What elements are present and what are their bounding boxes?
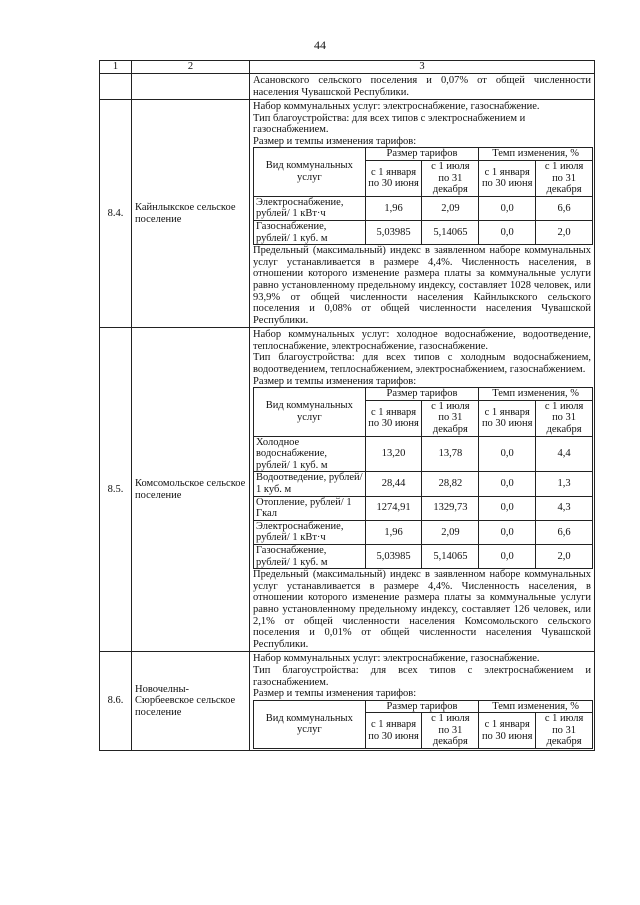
limit-index-text: Предельный (максимальный) индекс в заявленном наборе коммунальных услуг устанавливается в размере 4,4%. Численность населения, в отношении которого изменение размера платы за коммунальные услуги равно установленному предельному индексу, составляет 1028 человек, или 93,9% от общей численности населения Кайнлыкского сельского поселения и 0,08% от общей численности населения Чувашской Республики.	[253, 245, 591, 326]
period-jan: с 1 января по 30 июня	[479, 713, 536, 749]
tariff-subtable	[253, 147, 593, 245]
period-jan: с 1 января по 30 июня	[365, 160, 422, 196]
subtable-rate-header: Темп изменения, %	[479, 388, 593, 401]
tariff-row: Холодное водоснабжение, рублей/ 1 куб. м 13,20 13,78 0,0 4,4	[254, 436, 593, 472]
period-jan: с 1 января по 30 июня	[365, 713, 422, 749]
settlement-name: Новочелны-Сюрбеевское сельское поселение	[132, 652, 250, 751]
settlement-name: Комсомольское сельское поселение	[132, 328, 250, 652]
row-number: 8.4.	[100, 100, 132, 328]
services-line: Набор коммунальных услуг: электроснабжение, газоснабжение.	[253, 653, 540, 665]
intro-text: Асановского сельского поселения и 0,07% от общей численности населения Чувашской Республики.	[250, 74, 595, 100]
period-jul: с 1 июля по 31 декабря	[536, 400, 593, 436]
subtable-vid-header: Вид коммунальных услуг	[254, 700, 366, 748]
tariffs-caption: Размер и темпы изменения тарифов:	[253, 135, 417, 147]
tariff-table	[99, 60, 595, 751]
period-jul: с 1 июля по 31 декабря	[422, 160, 479, 196]
header-col-2: 2	[132, 61, 250, 74]
improvement-line: Тип благоустройства: для всех типов с электроснабжением и газоснабжением.	[253, 664, 591, 688]
tariff-row: Электроснабжение, рублей/ 1 кВт·ч 1,96 2,09 0,0 6,6	[254, 196, 593, 220]
period-jan: с 1 января по 30 июня	[479, 400, 536, 436]
period-jan: с 1 января по 30 июня	[365, 400, 422, 436]
tariff-row: Водоотведение, рублей/ 1 куб. м 28,44 28,82 0,0 1,3	[254, 472, 593, 496]
subtable-size-header: Размер тарифов	[365, 148, 479, 161]
header-col-3: 3	[250, 61, 595, 74]
table-header-row	[100, 61, 595, 74]
tariffs-caption: Размер и темпы изменения тарифов:	[253, 688, 417, 700]
services-line: Набор коммунальных услуг: электроснабжение, газоснабжение.	[253, 101, 540, 112]
table-row-intro	[100, 74, 595, 100]
table-row	[100, 328, 595, 652]
row-number: 8.5.	[100, 328, 132, 652]
subtable-rate-header: Темп изменения, %	[479, 148, 593, 161]
settlement-name: Кайнлыкское сельское поселение	[132, 100, 250, 328]
subtable-vid-header: Вид коммунальных услуг	[254, 388, 366, 436]
period-jan: с 1 января по 30 июня	[479, 160, 536, 196]
period-jul: с 1 июля по 31 декабря	[422, 400, 479, 436]
subtable-size-header: Размер тарифов	[365, 700, 479, 713]
tariff-row: Электроснабжение, рублей/ 1 кВт·ч 1,96 2,09 0,0 6,6	[254, 520, 593, 544]
tariff-row: Газоснабжение, рублей/ 1 куб. м 5,03985 5,14065 0,0 2,0	[254, 220, 593, 244]
tariff-row: Отопление, рублей/ 1 Гкал 1274,91 1329,73 0,0 4,3	[254, 496, 593, 520]
improvement-line: Тип благоустройства: для всех типов с холодным водоснабжением, водоотведением, теплоснабжением, электроснабжением, газоснабжением.	[253, 352, 591, 376]
subtable-size-header: Размер тарифов	[365, 388, 479, 401]
table-row	[100, 100, 595, 328]
tariff-row: Газоснабжение, рублей/ 1 куб. м 5,03985 5,14065 0,0 2,0	[254, 544, 593, 568]
subtable-rate-header: Темп изменения, %	[479, 700, 593, 713]
tariff-subtable	[253, 387, 593, 569]
table-row	[100, 652, 595, 751]
tariff-subtable	[253, 700, 593, 749]
header-col-1: 1	[100, 61, 132, 74]
improvement-line: Тип благоустройства: для всех типов с электроснабжением и газоснабжением.	[253, 112, 526, 136]
limit-index-text: Предельный (максимальный) индекс в заявленном наборе коммунальных услуг устанавливается в размере 4,4%. Численность населения, в отношении которого изменение размера платы за коммунальные услуги равно установленному предельному индексу, составляет 126 человек, или 2,1% от общей численности населения Комсомольского сельского поселения и 0,01% от общей численности населения Чувашской Республики.	[253, 569, 591, 650]
period-jul: с 1 июля по 31 декабря	[536, 160, 593, 196]
period-jul: с 1 июля по 31 декабря	[422, 713, 479, 749]
period-jul: с 1 июля по 31 декабря	[536, 713, 593, 749]
subtable-vid-header: Вид коммунальных услуг	[254, 148, 366, 196]
services-line: Набор коммунальных услуг: холодное водоснабжение, водоотведение, теплоснабжение, электроснабжение, газоснабжение.	[253, 329, 591, 352]
row-number: 8.6.	[100, 652, 132, 751]
tariffs-caption: Размер и темпы изменения тарифов:	[253, 375, 417, 387]
page-number: 44	[314, 38, 326, 52]
